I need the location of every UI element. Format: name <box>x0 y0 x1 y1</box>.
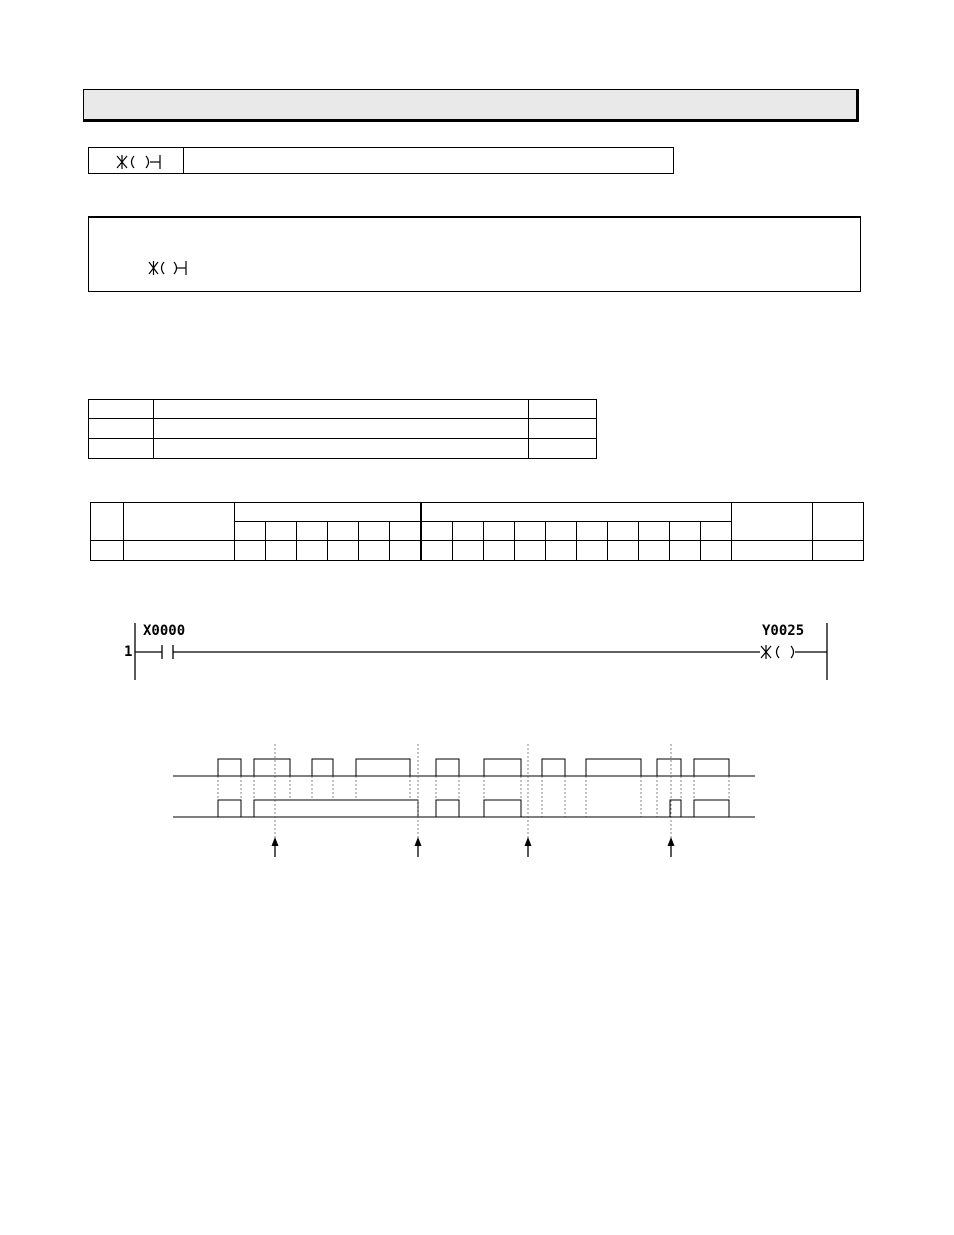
output-pulse <box>670 800 681 817</box>
input-pulse <box>312 759 333 776</box>
input-pulse <box>436 759 459 776</box>
table-row <box>89 419 597 439</box>
coil-label: Y0025 <box>762 623 805 639</box>
timing-diagram <box>0 740 954 870</box>
rung-number: 1 <box>124 644 133 660</box>
output-pulse <box>436 800 459 817</box>
flip-flop-coil-icon <box>115 154 161 170</box>
input-pulse <box>484 759 521 776</box>
table-row <box>91 503 864 522</box>
symbol-box-divider <box>183 148 184 173</box>
device-table <box>90 502 864 561</box>
output-pulse <box>484 800 521 817</box>
flip-flop-coil-icon <box>761 645 794 659</box>
operand-table <box>88 399 597 459</box>
table-row <box>89 439 597 459</box>
contact-label: X0000 <box>143 623 186 639</box>
up-arrow-icon <box>525 837 532 846</box>
up-arrow-icon <box>668 837 675 846</box>
output-pulse <box>254 800 418 817</box>
input-pulse <box>542 759 565 776</box>
input-pulse <box>254 759 290 776</box>
output-pulse <box>694 800 729 817</box>
table-row <box>89 400 597 419</box>
input-pulse <box>657 759 681 776</box>
description-box <box>88 216 861 292</box>
ladder-diagram <box>120 620 840 684</box>
section-title-bar <box>83 89 859 122</box>
table-row <box>91 541 864 561</box>
input-pulse <box>218 759 241 776</box>
output-pulse <box>218 800 241 817</box>
instruction-symbol-box <box>88 147 674 174</box>
flip-flop-coil-icon <box>147 260 187 276</box>
input-pulse <box>586 759 641 776</box>
up-arrow-icon <box>415 837 422 846</box>
ladder-lines <box>120 620 840 684</box>
up-arrow-icon <box>272 837 279 846</box>
input-pulse <box>694 759 729 776</box>
input-pulse <box>356 759 410 776</box>
